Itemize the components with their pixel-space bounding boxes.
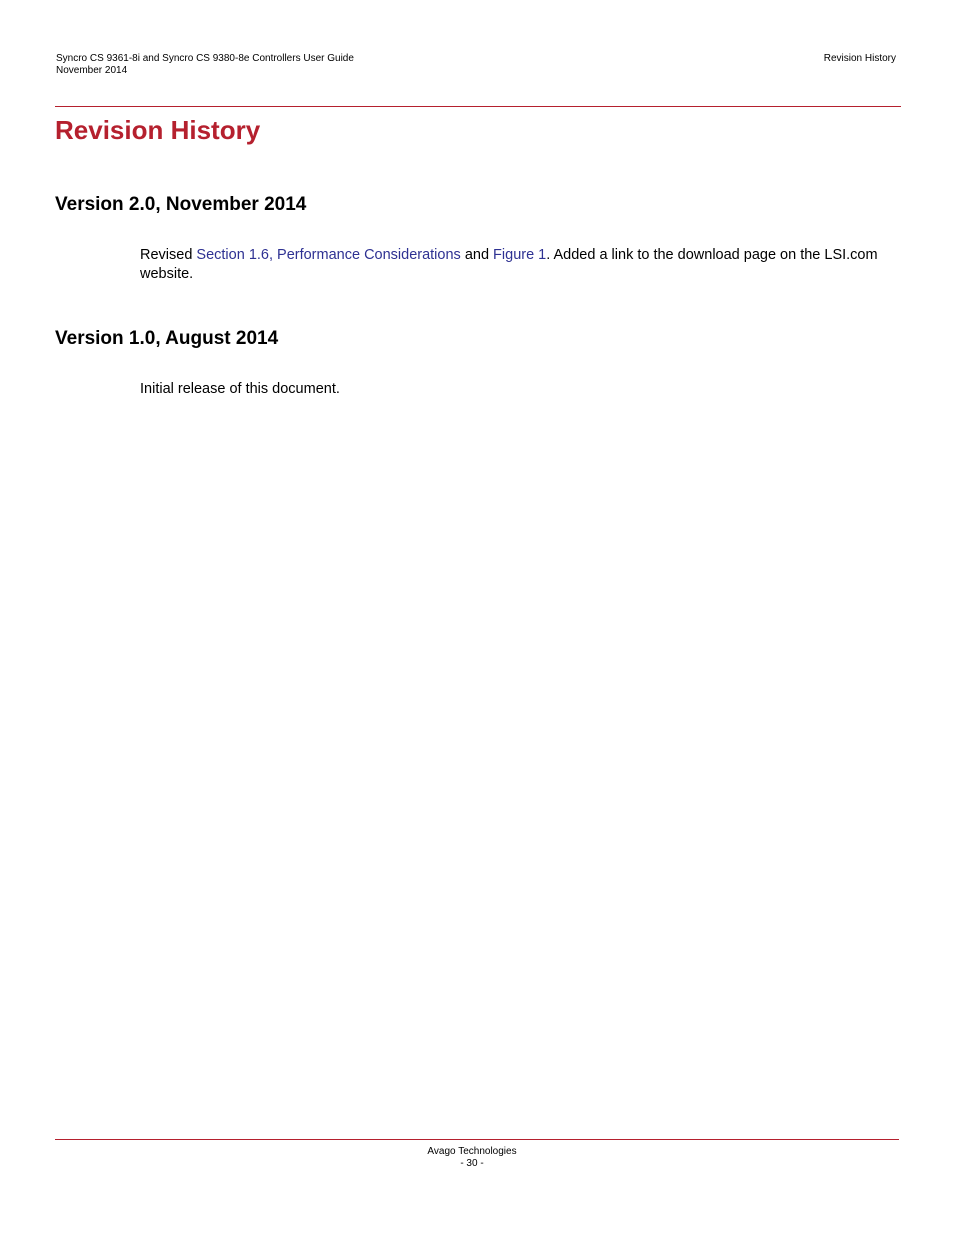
text-rest: . Added a link to the download page on the LSI.com website. (140, 247, 878, 282)
figure-1-link[interactable]: Figure 1 (493, 247, 547, 263)
version-1-description: Initial release of this document. (140, 381, 340, 397)
running-header-right (824, 53, 896, 65)
section-1-6-link[interactable]: Section 1.6, Performance Considerations (196, 247, 461, 263)
version-2-heading: Version 2.0, November 2014 (55, 194, 307, 215)
text-revised: Revised (140, 247, 197, 263)
running-header-left (56, 53, 354, 77)
footer-company: Avago Technologies (427, 1146, 517, 1157)
version-1-heading: Version 1.0, August 2014 (55, 328, 279, 349)
footer-divider (55, 1139, 899, 1140)
section-name: Revision History (823, 53, 896, 64)
page-title: Revision History (55, 115, 261, 145)
doc-date: November 2014 (56, 65, 128, 76)
text-and: and (460, 247, 494, 263)
page-number: - 30 - (460, 1158, 484, 1169)
header-divider (55, 106, 901, 107)
doc-title: Syncro CS 9361-8i and Syncro CS 9380-8e Controllers User Guide (56, 53, 354, 64)
version-2-description (140, 246, 900, 284)
page-footer (0, 1146, 944, 1170)
